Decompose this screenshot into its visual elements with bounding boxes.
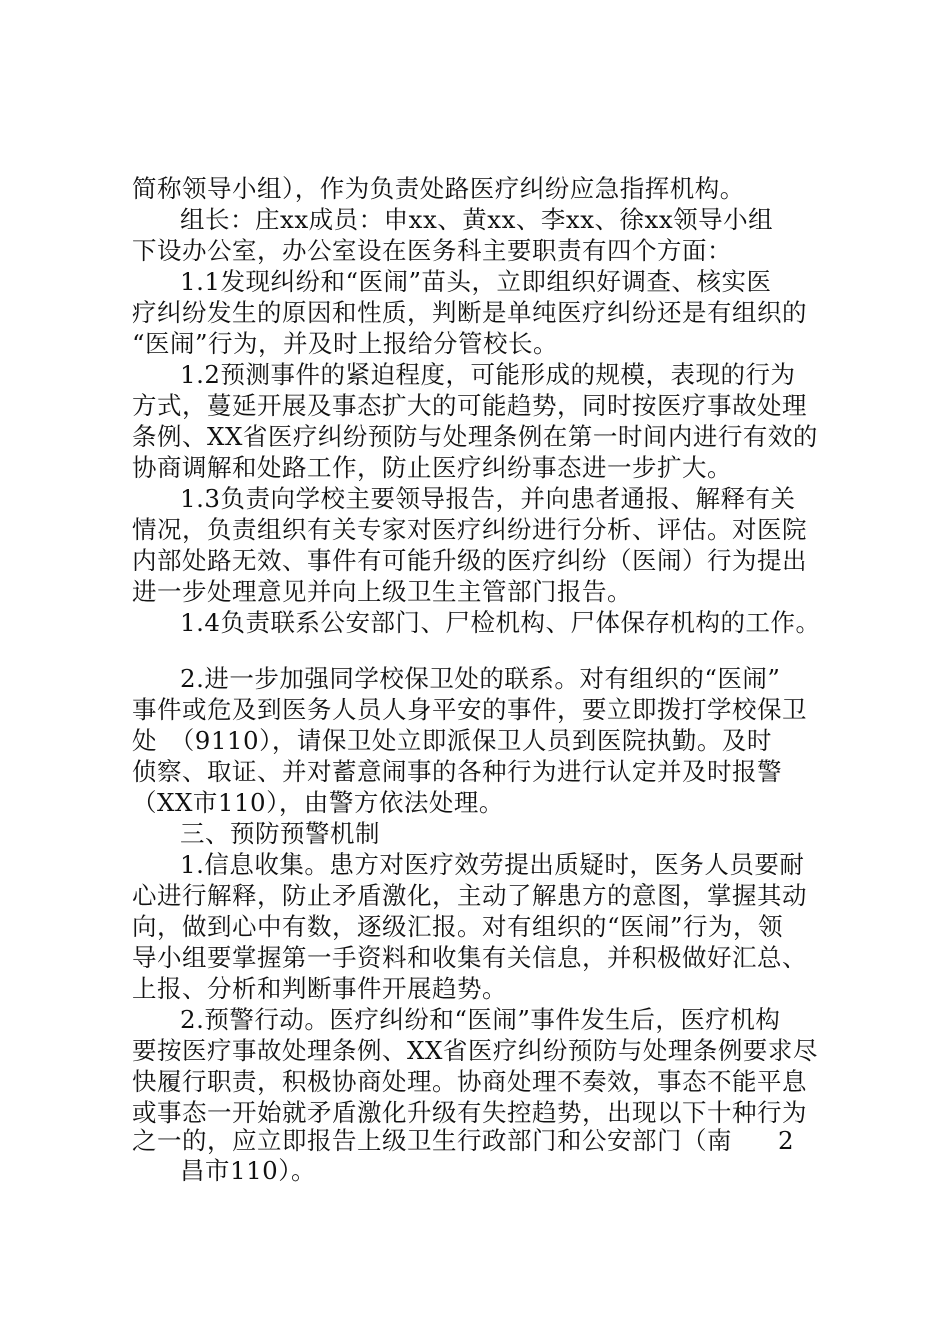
text-line: 心进行解释，防止矛盾激化，主动了解患方的意图，掌握其动 — [132, 881, 807, 910]
text-line: 1.2预测事件的紧迫程度，可能形成的规模，表现的行为 — [180, 360, 796, 389]
text-line: 情况，负责组织有关专家对医疗纠纷进行分析、评估。对医院 — [132, 515, 807, 544]
section-heading: 三、预防预警机制 — [180, 819, 380, 848]
text-line: 下设办公室，办公室设在医务科主要职责有四个方面： — [132, 236, 732, 265]
text-line: 昌市110）。 — [180, 1156, 317, 1185]
text-line: 向，做到心中有数，逐级汇报。对有组织的“医闹”行为，领 — [132, 912, 784, 941]
text-line: 导小组要掌握第一手资料和收集有关信息，并积极做好汇总、 — [132, 943, 807, 972]
text-line: 1.3负责向学校主要领导报告，并向患者通报、解释有关 — [180, 484, 796, 513]
text-line: 协商调解和处路工作，防止医疗纠纷事态进一步扩大。 — [132, 453, 732, 482]
text-line: 1.信息收集。患方对医疗效劳提出质疑时，医务人员要耐 — [180, 850, 805, 879]
text-line: 条例、XX省医疗纠纷预防与处理条例在第一时间内进行有效的 — [132, 422, 818, 451]
text-line: 处 （9110），请保卫处立即派保卫人员到医院执勤。及时 — [132, 726, 772, 755]
text-line: 快履行职责，积极协商处理。协商处理不奏效，事态不能平息 — [132, 1067, 807, 1096]
text-line: 2.预警行动。医疗纠纷和“医闹”事件发生后，医疗机构 — [180, 1005, 781, 1034]
text-line: 1.1发现纠纷和“医闹”苗头，立即组织好调查、核实医 — [180, 267, 772, 296]
text-line: 或事态一开始就矛盾激化升级有失控趋势，出现以下十种行为 — [132, 1098, 807, 1127]
text-line: 进一步处理意见并向上级卫生主管部门报告。 — [132, 577, 632, 606]
text-line: 事件或危及到医务人员人身平安的事件，要立即拨打学校保卫 — [132, 695, 807, 724]
text-line: 之一的，应立即报告上级卫生行政部门和公安部门（南 — [132, 1126, 732, 1155]
text-line: （XX市110），由警方依法处理。 — [132, 788, 504, 817]
text-line: “医闹”行为，并及时上报给分管校长。 — [132, 329, 559, 358]
text-line: 侦察、取证、并对蓄意闹事的各种行为进行认定并及时报警 — [132, 757, 782, 786]
text-line: 内部处路无效、事件有可能升级的医疗纠纷（医闹）行为提出 — [132, 546, 807, 575]
text-line: 简称领导小组），作为负责处路医疗纠纷应急指挥机构。 — [132, 174, 745, 203]
text-line: 上报、分析和判断事件开展趋势。 — [132, 974, 507, 1003]
text-line: 2.进一步加强同学校保卫处的联系。对有组织的“医闹” — [180, 664, 781, 693]
text-line: 组长：庄xx成员：申xx、黄xx、李xx、徐xx领导小组 — [180, 205, 774, 234]
text-line: 疗纠纷发生的原因和性质，判断是单纯医疗纠纷还是有组织的 — [132, 298, 807, 327]
page-number: 2 — [778, 1126, 794, 1155]
text-line: 要按医疗事故处理条例、XX省医疗纠纷预防与处理条例要求尽 — [132, 1036, 818, 1065]
text-line: 1.4负责联系公安部门、尸检机构、尸体保存机构的工作。 — [180, 608, 821, 637]
text-line: 方式，蔓延开展及事态扩大的可能趋势，同时按医疗事故处理 — [132, 391, 807, 420]
